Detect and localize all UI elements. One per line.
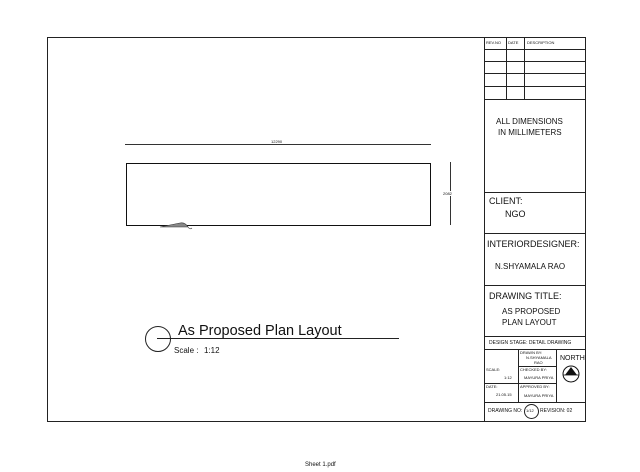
north-arrow-icon (562, 365, 580, 383)
north-label: NORTH (560, 355, 585, 362)
rev-row-line (484, 73, 586, 74)
title-circle-marker (145, 326, 171, 352)
section-divider (484, 402, 586, 403)
door-swing-symbol (158, 222, 194, 232)
approved-by-value: MAYURA PRIYA (524, 393, 554, 398)
section-divider (484, 233, 586, 234)
title-block (484, 37, 586, 422)
date-field-label: DATE: (486, 384, 498, 389)
rev-row-line (484, 61, 586, 62)
page-footer-label: Sheet 1.pdf (305, 462, 336, 468)
drawn-by-value-line1: N.SHYAMALA (526, 355, 552, 360)
drawing-no-value: 1/12 (526, 408, 534, 413)
date-field-value: 21.05.15 (496, 392, 512, 397)
info-grid-divider-2 (556, 349, 557, 402)
dimensions-note-line2: IN MILLIMETERS (498, 128, 562, 137)
designer-value: N.SHYAMALA RAO (495, 262, 566, 271)
checked-by-value: MAYURA PRIYA (524, 375, 554, 380)
rev-row-line (484, 49, 586, 50)
plan-title: As Proposed Plan Layout (178, 323, 342, 339)
plan-scale-value: 1:12 (204, 346, 220, 355)
client-value: NGO (505, 209, 526, 219)
designer-label: INTERIORDESIGNER: (487, 239, 580, 249)
section-divider (484, 336, 586, 337)
info-grid-divider-1 (518, 349, 519, 402)
plan-scale-label: Scale : (174, 346, 199, 355)
dimensions-note-line1: ALL DIMENSIONS (496, 117, 563, 126)
drawing-area (48, 38, 484, 421)
rev-date-header: DATE (508, 40, 519, 45)
drawn-by-label: DRAWN BY: (520, 350, 543, 355)
rev-row-line (484, 86, 586, 87)
scale-field-value: 1:12 (504, 375, 512, 380)
drawing-title-line1: AS PROPOSED (502, 307, 561, 316)
drawn-by-value-line2: RAO (534, 360, 543, 365)
client-label: CLIENT: (489, 196, 523, 206)
rev-table-bottom (484, 99, 586, 100)
drawing-title-line2: PLAN LAYOUT (502, 318, 557, 327)
dimension-label-horizontal: 12290 (271, 139, 283, 144)
dimension-label-vertical: 2082 (443, 191, 452, 196)
section-divider (484, 192, 586, 193)
revision-label: REVISION: 02 (540, 408, 573, 414)
rev-description-header: DESCRIPTION (527, 40, 555, 45)
rev-col-divider-1 (506, 37, 507, 99)
drawing-no-label: DRAWING NO: (488, 408, 523, 414)
design-stage: DESIGN STAGE: DETAIL DRAWING (489, 340, 572, 346)
checked-by-label: CHECKED BY: (520, 367, 547, 372)
scale-field-label: SCALE: (486, 367, 501, 372)
plan-outline (126, 163, 431, 226)
title-block-divider (484, 37, 485, 422)
drawing-title-label: DRAWING TITLE: (489, 291, 562, 301)
section-divider (484, 285, 586, 286)
rev-no-header: REV.NO (486, 40, 501, 45)
dimension-line-horizontal (125, 144, 431, 145)
approved-by-label: APPROVED BY: (520, 384, 550, 389)
rev-col-divider-2 (524, 37, 525, 99)
